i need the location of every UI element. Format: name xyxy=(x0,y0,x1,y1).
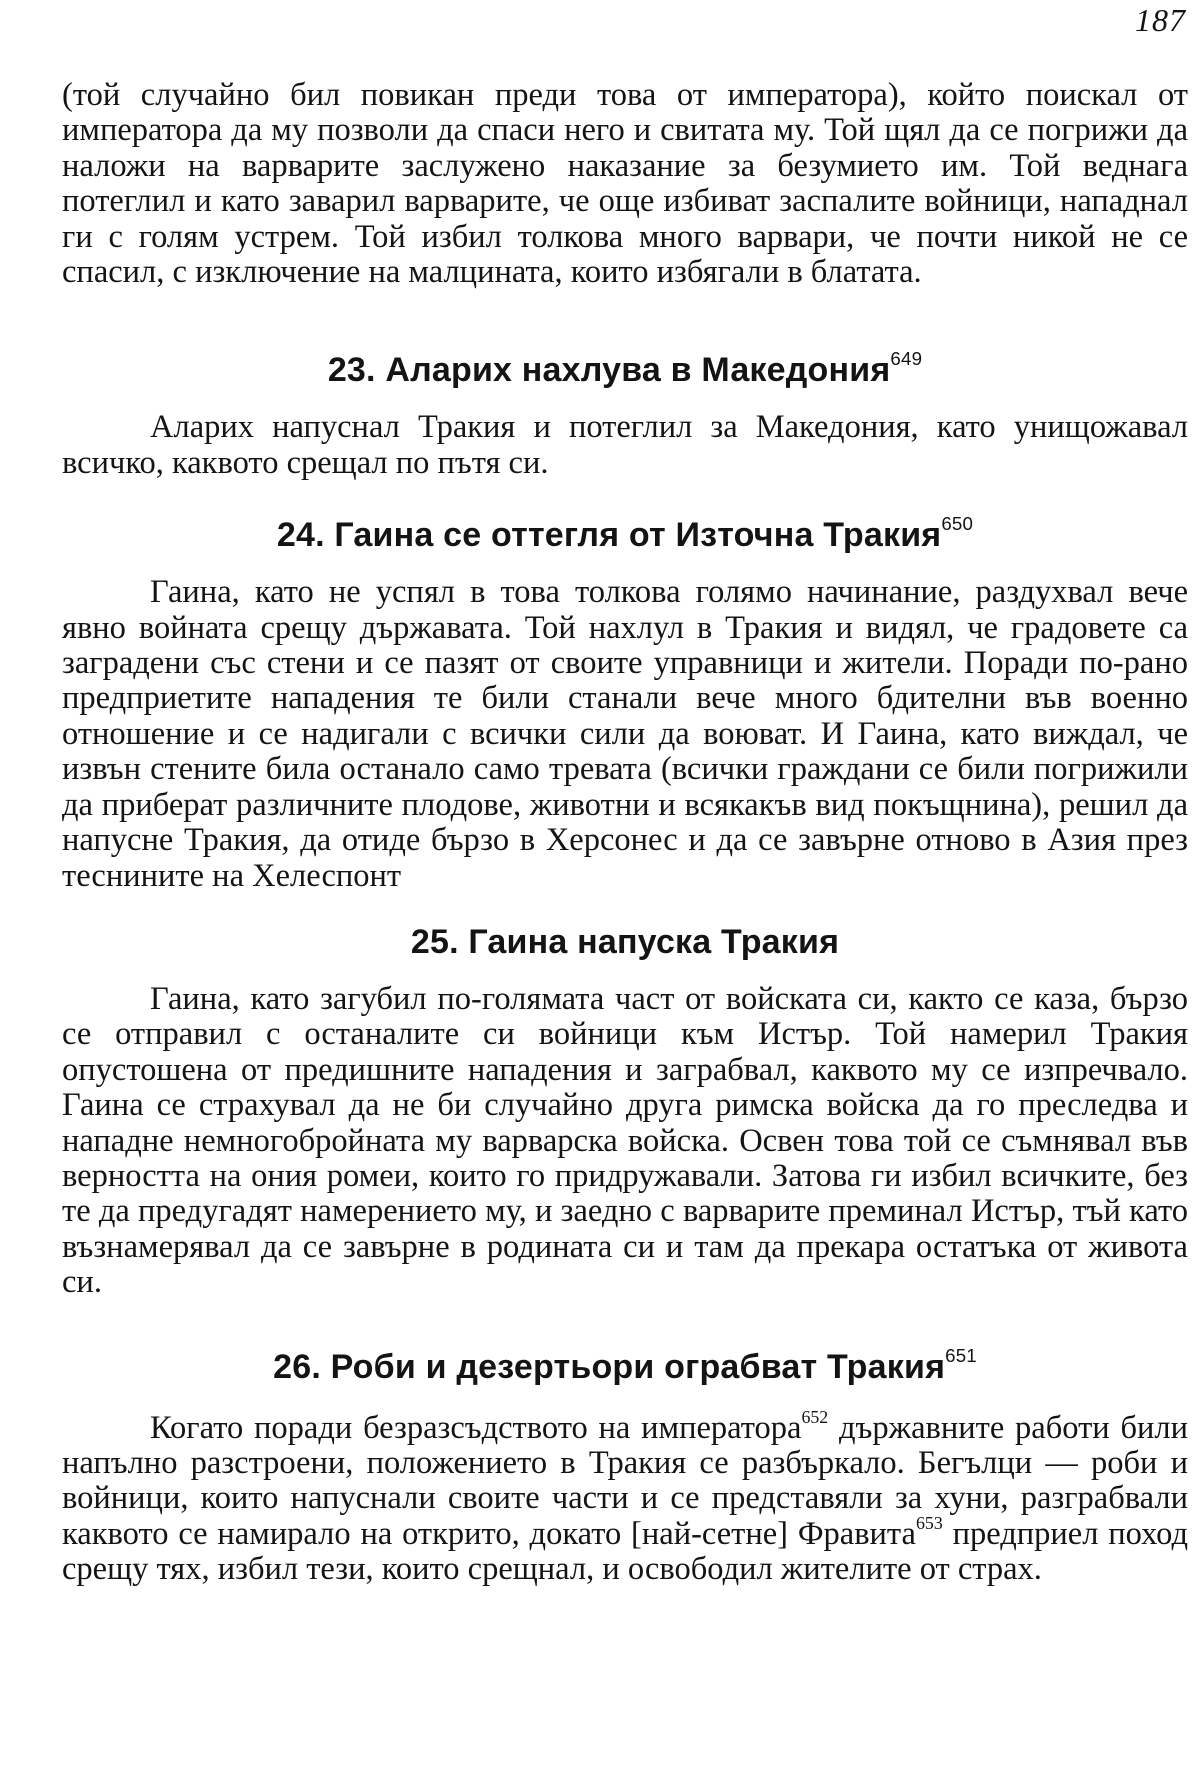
paragraph-section-23: Аларих напуснал Тракия и потеглил за Македония, като унищожавал всичко, каквото срещал по пътя си. xyxy=(62,409,1188,481)
paragraph-section-25: Гаина, като загубил по-голямата част от войската си, както се каза, бързо се отправил с останалите си войници към Истър. Той намерил Тракия опустошена от предишните нападения и заграбвал, каквото му се изпречвало. Гаина се страхувал да не би случайно друга римска войска да го преследва и нападне немногобройната му варварска войска. Освен това той се съмнявал във верността на ония ромеи, които го придружавали. Затова ги избил всичките, без те да предугадят намерението му, и заедно с варварите преминал Истър, тъй като възнамерявал да се завърне в родината си и там да прекара остатъка от живота си. xyxy=(62,980,1188,1301)
paragraph-section-24: Гаина, като не успял в това толкова голямо начинание, раздухвал вече явно войната срещу държавата. Той нахлул в Тракия и видял, че градовете са заградени със стени и се пазят от своите управници и жители. Поради по-рано предприетите нападения те били станали вече много бдителни във военно отношение и се надигали с всички сили да воюват. И Гаина, като виждал, че извън стените била останало само тревата (всички граждани се били погрижили да приберат различните плодове, животни и всякакъв вид покъщнина), решил да напусне Тракия, да отиде бързо в Херсонес и да се завърне отново в Азия през теснините на Хелеспонт xyxy=(62,574,1188,894)
section-heading-25 xyxy=(62,922,1188,962)
footnote-ref-651: 651 xyxy=(945,1344,977,1366)
footnote-ref-652: 652 xyxy=(801,1406,829,1427)
heading-text: 23. Аларих нахлува в Македония xyxy=(327,351,891,390)
paragraph-part: предприел поход срещу тях, избил тези, които срещнал, и освободил жителите от страх. xyxy=(62,1515,1188,1588)
footnote-ref-650: 650 xyxy=(941,513,974,535)
page-body xyxy=(62,78,1188,1588)
footnote-ref-653: 653 xyxy=(915,1512,943,1533)
section-heading-23 xyxy=(62,350,1188,390)
paragraph-part: Когато поради безразсъдството на императора xyxy=(150,1409,802,1446)
paragraph-section-26 xyxy=(62,1406,1189,1588)
paragraph-part: държавните работи били напълно разстроени, положението в Тракия се разбъркало. Бегълци — роби и войници, които напуснали своите части и се представяли за хуни, разграбвали каквото се намирало на открито, докато [най-сетне] Фравита xyxy=(62,1409,1189,1552)
page-number: 187 xyxy=(1135,2,1186,38)
section-heading-24 xyxy=(62,515,1188,555)
footnote-ref-649: 649 xyxy=(890,348,923,370)
paragraph-continuation: (той случайно бил повикан преди това от императора), който поискал от императора да му позволи да спаси него и свитата му. Той щял да се погрижи да наложи на варварите заслужено наказание за безумието им. Той веднага потеглил и като заварил варварите, че още избиват заспалите войници, нападнал ги с голям устрем. Той избил толкова много варвари, че почти никой не се спасил, с изключение на малцината, които избягали в блатата. xyxy=(62,77,1188,291)
heading-text: 26. Роби и дезертьори ограбват Тракия xyxy=(273,1347,946,1386)
section-heading-26 xyxy=(62,1344,1188,1387)
heading-text: 25. Гаина напуска Тракия xyxy=(410,922,840,961)
heading-text: 24. Гаина се оттегля от Източна Тракия xyxy=(276,516,942,555)
